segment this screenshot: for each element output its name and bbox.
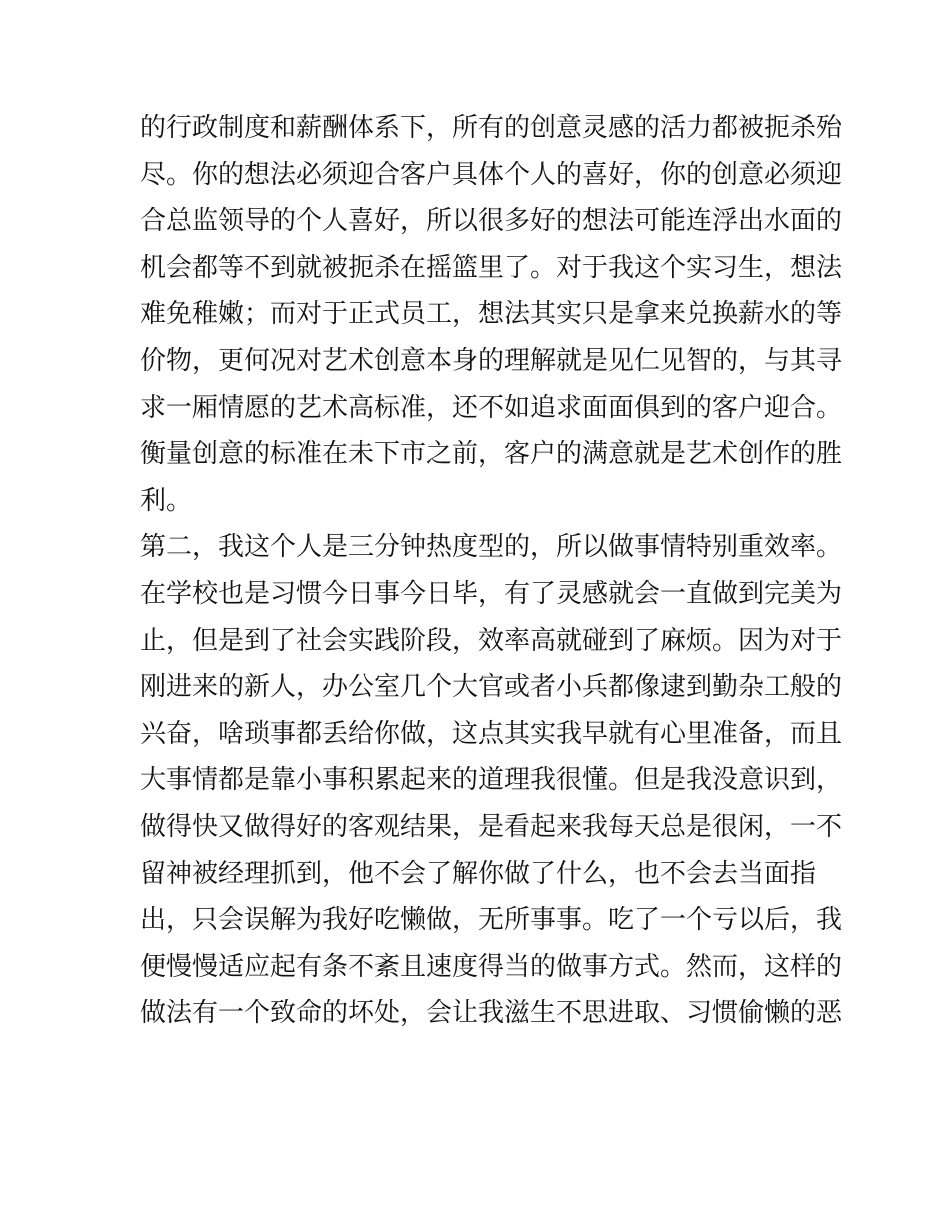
text-line: 难免稚嫩；而对于正式员工，想法其实只是拿来兑换薪水的等 (140, 299, 843, 330)
text-line: 刚进来的新人，办公室几个大官或者小兵都像逮到勤杂工般的 (140, 672, 843, 703)
text-line: 便慢慢适应起有条不紊且速度得当的做事方式。然而，这样的 (140, 951, 843, 982)
text-line: 留神被经理抓到，他不会了解你做了什么，也不会去当面指 (140, 858, 817, 889)
text-line: 在学校也是习惯今日事今日毕，有了灵感就会一直做到完美为 (140, 578, 843, 609)
text-line: 止，但是到了社会实践阶段，效率高就碰到了麻烦。因为对于 (140, 625, 843, 656)
text-line: 出，只会误解为我好吃懒做，无所事事。吃了一个亏以后，我 (140, 905, 843, 936)
text-line: 衡量创意的标准在未下市之前，客户的满意就是艺术创作的胜 (140, 439, 843, 470)
text-line: 做得快又做得好的客观结果，是看起来我每天总是很闲，一不 (140, 811, 843, 842)
text-line: 合总监领导的个人喜好，所以很多好的想法可能连浮出水面的 (140, 206, 843, 237)
text-line: 利。 (140, 485, 193, 516)
text-line: 尽。你的想法必须迎合客户具体个人的喜好，你的创意必须迎 (140, 159, 843, 190)
text-line: 的行政制度和薪酬体系下，所有的创意灵感的活力都被扼杀殆 (140, 113, 843, 143)
text-line: 大事情都是靠小事积累起来的道理我很懂。但是我没意识到， (140, 765, 843, 796)
text-line: 做法有一个致命的坏处，会让我滋生不思进取、习惯偷懒的恶 (140, 998, 843, 1029)
text-line: 兴奋，啥琐事都丢给你做，这点其实我早就有心里准备，而且 (140, 718, 843, 749)
text-line: 机会都等不到就被扼杀在摇篮里了。对于我这个实习生，想法 (140, 252, 843, 283)
text-line: 价物，更何况对艺术创意本身的理解就是见仁见智的，与其寻 (140, 345, 843, 376)
text-line: 求一厢情愿的艺术高标准，还不如追求面面俱到的客户迎合。 (140, 392, 843, 423)
body-text (140, 105, 843, 1037)
text-line: 第二，我这个人是三分钟热度型的，所以做事情特别重效率。 (140, 532, 843, 563)
